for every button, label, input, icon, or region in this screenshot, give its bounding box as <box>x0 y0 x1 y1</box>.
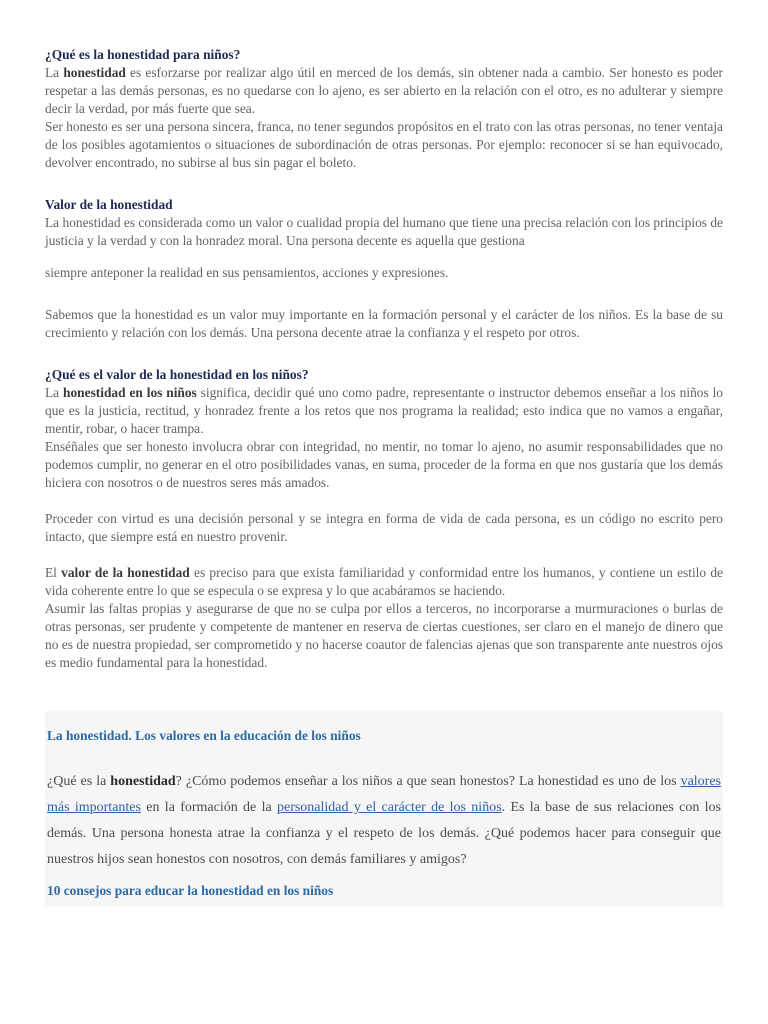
paragraph <box>45 64 723 118</box>
text: . Es la base de sus relaciones con los demás. Una persona honesta atrae la confianza y el respeto de los demás. ¿Qué podemos hacer para conseguir que nuestros hijos sean honestos con nosotros, con demás familiares y amigos? <box>47 800 721 867</box>
spacer <box>45 342 723 360</box>
spacer <box>45 282 723 300</box>
panel-paragraph <box>47 769 721 873</box>
text: es preciso para que exista familiaridad y conformidad entre los humanos, y contiene un estilo de vida coherente entre lo que se especula o se expresa y lo que acabáramos se haciendo. <box>45 565 723 598</box>
paragraph <box>45 384 723 438</box>
keyword: honestidad en los niños <box>63 385 197 400</box>
keyword: valor de la honestidad <box>61 565 190 580</box>
text: El <box>45 565 62 580</box>
article-body <box>45 46 723 672</box>
paragraph: La honestidad es considerada como un valor o cualidad propia del humano que tiene una precisa relación con los principios de justicia y la verdad y con la honradez moral. Una persona decente es aquella que gestiona <box>45 215 723 248</box>
panel-content <box>47 727 721 900</box>
paragraph <box>45 564 723 600</box>
paragraph: Proceder con virtud es una decisión personal y se integra en forma de vida de cada persona, es un código no escrito pero intacto, que siempre está en nuestro provenir. <box>45 511 723 544</box>
paragraph: Asumir las faltas propias y asegurarse de que no se culpa por ellos a terceros, no incorporarse a murmuraciones o burlas de otras personas, ser prudente y competente de mantener en reserva de ciertas cuestiones, ser claro en el manejo de dinero que no es de nuestra propiedad, ser comprometido y no hacerse coautor de falencias ajenas que son transparente ante nuestros ojos es medio fundamental para la honestidad. <box>45 601 723 670</box>
keyword: honestidad <box>63 65 126 80</box>
paragraph: Sabemos que la honestidad es un valor muy importante en la formación personal y el carácter de los niños. Es la base de su crecimiento y relación con los demás. Una persona decente atrae la confianza y el respeto por otros. <box>45 307 723 340</box>
spacer <box>45 492 723 510</box>
spacer <box>45 546 723 564</box>
section-heading-what-is-honesty: ¿Qué es la honestidad para niños? <box>45 47 241 62</box>
text: en la formación de la <box>140 800 277 815</box>
text: significa, decidir qué uno como padre, representante o instructor debemos enseñar a los niños lo que es la justicia, rectitud, y honradez frente a los retos que nos programa la realidad; esto indica que no vamos a engañar, mentir, robar, o hacer trampa. <box>45 385 723 436</box>
text: La <box>45 385 64 400</box>
paragraph: Enséñales que ser honesto involucra obrar con integridad, no mentir, no tomar lo ajeno, no asumir responsabilidades que no podemos cumplir, no generar en el otro posibilidades vanas, en suma, proceder de la forma en que nos gustaría que los demás hiciera con nosotros o de nuestros seres más amados. <box>45 439 723 490</box>
keyword: honestidad <box>110 774 176 789</box>
text: ? ¿Cómo podemos enseñar a los niños a que sean honestos? La honestidad es uno de los <box>175 774 681 789</box>
panel-subheading-tips: 10 consejos para educar la honestidad en los niños <box>47 883 334 898</box>
link-personality-character[interactable]: personalidad y el carácter de los niños <box>276 800 502 815</box>
paragraph: Ser honesto es ser una persona sincera, franca, no tener segundos propósitos en el trato con las otras personas, no tener ventaja de los posibles agotamientos o situaciones de subordinación de otras personas. Por ejemplo: reconocer si se han equivocado, devolver encontrado, no subirse al bus sin pagar el boleto. <box>45 119 723 170</box>
section-heading-value-in-children: ¿Qué es el valor de la honestidad en los niños? <box>45 367 309 382</box>
paragraph: siempre anteponer la realidad en sus pensamientos, acciones y expresiones. <box>45 265 449 280</box>
panel-heading: La honestidad. Los valores en la educación de los niños <box>47 728 361 743</box>
link-important-values[interactable]: valores más importantes <box>47 774 721 815</box>
text: es esforzarse por realizar algo útil en merced de los demás, sin obtener nada a cambio. Ser honesto es poder respetar a las demás personas, es no quedarse con lo ajeno, es ser abierto en la relación con el otro, es no adulterar y siempre decir la verdad, por más fuerte que sea. <box>45 65 723 116</box>
spacer <box>45 172 723 190</box>
spacer <box>45 250 723 264</box>
text: La <box>45 65 64 80</box>
section-heading-value-of-honesty: Valor de la honestidad <box>45 197 173 212</box>
education-values-panel <box>45 711 723 907</box>
text: ¿Qué es la <box>47 774 111 789</box>
